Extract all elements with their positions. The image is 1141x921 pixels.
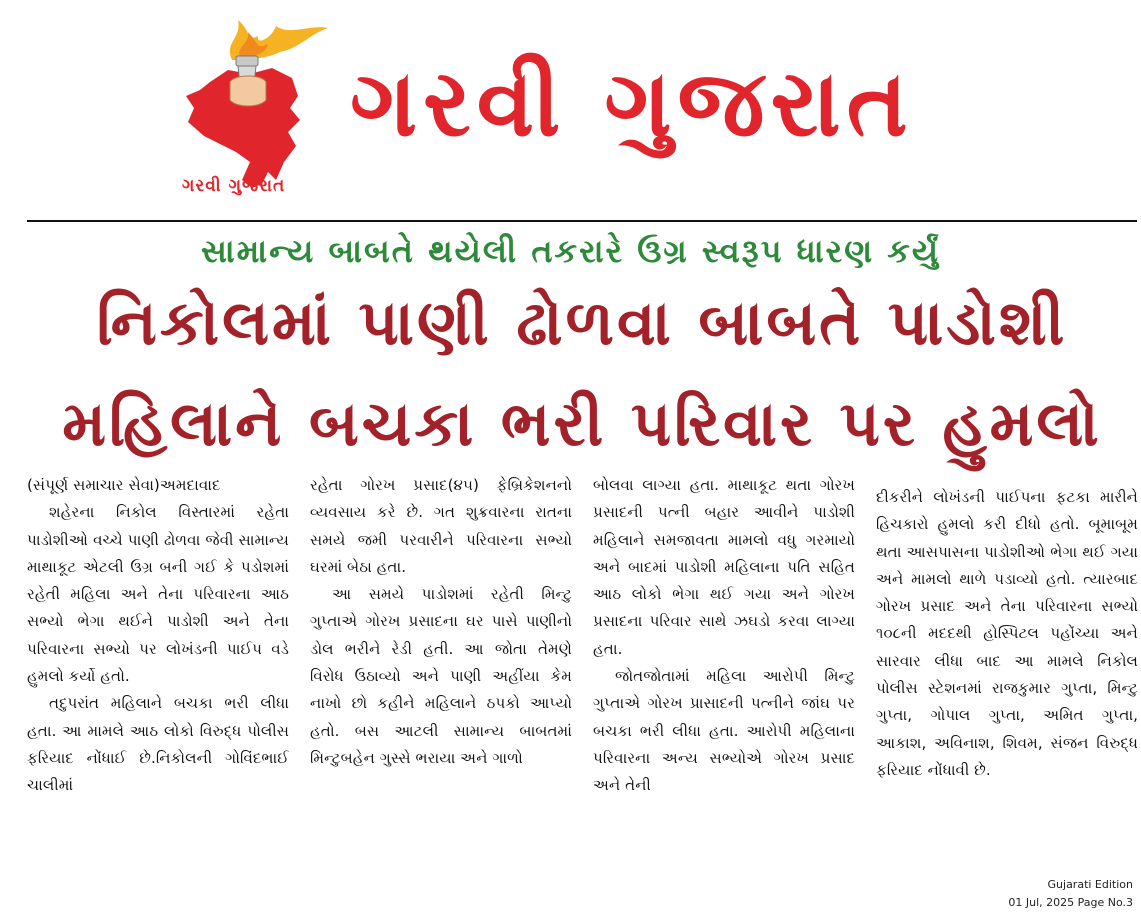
paragraph: રહેતા ગોરખ પ્રસાદ(૪૫) ફેબ્રિકેશનનો વ્યવસાય કરે છે. ગત શુક્રવારના રાતના સમયે જમી પરવારીને પરિવારના સભ્યો ઘરમાં બેઠા હતા. <box>310 476 572 576</box>
paragraph: જોતજોતામાં મહિલા આરોપી મિન્ટુ ગુપ્તાએ ગોરખ પ્રાસાદની પત્નીને જાંઘ પર બચકા ભરી લીધા હતા. આરોપી મહિલાના પરિવારના અન્ય સભ્યોએ ગોરખ પ્રસાદ અને તેની <box>593 667 855 795</box>
dateline: (સંપૂર્ણ સમાચાર સેવા)અમદાવાદ <box>27 476 221 494</box>
date-page-label: 01 Jul, 2025 Page No.3 <box>1008 896 1133 909</box>
logo-caption: ગરવી ગુજરાત <box>182 176 286 196</box>
masthead-divider <box>27 220 1137 222</box>
article-column-3 <box>593 472 855 800</box>
paragraph: શહેરના નિકોલ વિસ્તારમાં રહેતા પાડોશીઓ વચ્ચે પાણી ઢોળવા જેવી સામાન્ય માથાકૂટ એટલી ઉગ્ર બની ગઈ કે પડોશમાં રહેતી મહિલા અને તેના પરિવારના આઠ સભ્યો ભેગા થઈને પાડોશી અને તેના પરિવારના સભ્યો પર લોખંડની પાઈપ વડે હુમલો કર્યો હતો. <box>27 503 289 686</box>
edition-label: Gujarati Edition <box>1047 878 1133 891</box>
paragraph: આ સમયે પાડોશમાં રહેતી મિન્ટુ ગુપ્તાએ ગોરખ પ્રસાદના ઘર પાસે પાણીનો ડોલ ભરીને રેડી હતી. આ જોતા તેમણે વિરોધ ઉઠાવ્યો અને પાણી અહીંયા કેમ નાખો છો કહીને મહિલાને ઠપકો આપ્યો હતો. બસ આટલી સામાન્ય બાબતમાં મિન્ટુબહેન ગુસ્સે ભરાયા અને ગાળો <box>310 585 572 767</box>
edition-info <box>1008 876 1133 912</box>
newspaper-name: ગરવી ગુજરાત <box>350 50 914 157</box>
article-column-2 <box>310 472 572 772</box>
headline-line-1: નિકોલમાં પાણી ઢોળવા બાબતે પાડોશી <box>96 286 1068 359</box>
paragraph: બોલવા લાગ્યા હતા. માથાકૂટ થતા ગોરખ પ્રસાદની પત્ની બહાર આવીને પાડોશી મહિલાને સમજાવતા મામલો વધુ ગરમાયો અને બાદમાં પાડોશી મહિલાના પતિ સહિત આઠ લોકો ભેગા થઈ ગયા અને ગોરખ પ્રસાદના પરિવાર સાથે ઝઘડો કરવા લાગ્યા હતા. <box>593 476 855 658</box>
paragraph: દીકરીને લોખંડની પાઈપના ફટકા મારીને હિચકારો હુમલો કરી દીધો હતો. બૂમાબૂમ થતા આસપાસના પાડોશીઓ ભેગા થઈ ગયા અને મામલો થાળે પડાવ્યો હતો. ત્યારબાદ ગોરખ પ્રસાદ અને તેના પરિવારના સભ્યો ૧૦૮ની મદદથી હોસ્પિટલ પહોંચ્યા અને સારવાર લીધા બાદ આ મામલે નિકોલ પોલીસ સ્ટેશનમાં રાજકુમાર ગુપ્તા, મિન્ટુ ગુપ્તા, ગોપાલ ગુપ્તા, અમિત ગુપ્તા, આકાશ, અવિનાશ, શિવમ, સંજન વિરુદ્ધ ફરિયાદ નોંધાવી છે. <box>876 488 1138 779</box>
masthead <box>0 0 1141 218</box>
article-kicker: સામાન્ય બાબતે થયેલી તકરારે ઉગ્ર સ્વરૂપ ધારણ કર્યું <box>200 232 941 270</box>
article-column-1 <box>27 472 289 800</box>
article-column-4 <box>876 484 1138 784</box>
paragraph: તદુપરાંત મહિલાને બચકા ભરી લીધા હતા. આ મામલે આઠ લોકો વિરુદ્ધ પોલીસ ફરિયાદ નોંધાઈ છે.નિકોલની ગોવિંદભાઈ ચાલીમાં <box>27 694 289 795</box>
article-body <box>27 472 1137 872</box>
headline-line-2: મહિલાને બચકા ભરી પરિવાર પર હુમલો <box>62 387 1102 460</box>
torch-gujarat-map-logo <box>180 12 330 202</box>
